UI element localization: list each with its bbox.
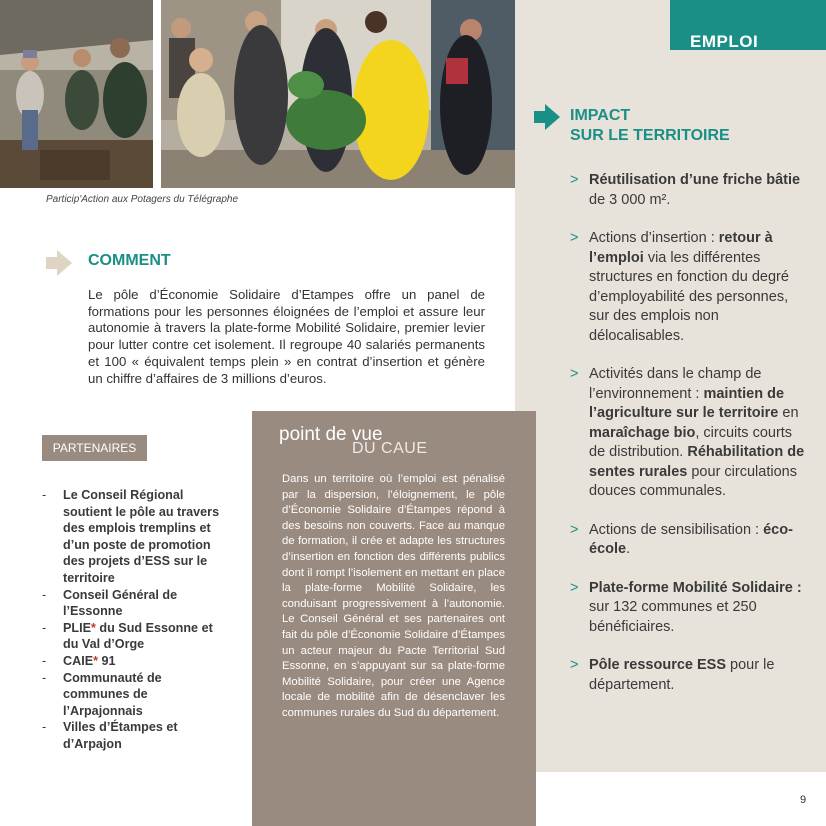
partner-name: PLIE: [63, 620, 91, 635]
teal-arrow-icon: [532, 102, 562, 132]
pov-title-line1: point de vue: [279, 424, 383, 445]
impact-item-bold-text: Réhabilitation de sentes rurales: [589, 444, 805, 480]
dash-bullet: -: [42, 620, 47, 635]
partner-name: Le Conseil Régional soutient le pôle au travers des emplois tremplins et d’un poste de promotion des projets d’ESS sur le territoire: [63, 488, 220, 585]
impact-item-text: sur 132 communes et 250 bénéficiaires.: [589, 599, 757, 635]
chevron-right-icon: >: [570, 172, 579, 188]
impact-item-text: pour le département.: [589, 657, 775, 693]
impact-item-text: pour circulations douces communales.: [589, 463, 797, 499]
impact-item-text: de 3 000 m².: [589, 191, 671, 208]
impact-item-bold-text: Pôle ressource ESS: [589, 657, 727, 673]
pov-body: Dans un territoire où l’emploi est pénalisé par la dispersion, l’éloignement, le pôle d’Économie Solidaire d’Étampes répond à des besoins non couverts. Face au manque de formation, il crée et adapte les structures d’insertion en fonction des différents publics dont il rompt l’isolement en mettant en place la plate-forme Mobilité Solidaire, les conduisant progressivement à l’autonomie. Le Conseil Général et ses partenaires ont fait du pôle d’Économie Solidaire d’Étampes un acteur majeur du Pacte Territorial Sud Essonne, en s’appuyant sur sa plate-forme Mobilité Solidaire, pour créer une Agence locale de mobilité afin de désenclaver les communes rurales du Sud du département.: [282, 473, 505, 719]
partner-name-suffix: du Sud Essonne et du Val d’Orge: [63, 620, 213, 652]
impact-item-bold-text: éco-école: [589, 521, 793, 557]
partner-item: [42, 487, 227, 587]
partner-item: [42, 653, 227, 670]
chevron-right-icon: >: [570, 230, 579, 246]
partner-item: [42, 620, 227, 653]
impact-item-bold-text: Réutilisation d’une friche bâtie: [589, 172, 801, 188]
partner-name: Conseil Général de l’Essonne: [63, 587, 178, 619]
photo-garden: [0, 0, 153, 188]
photo-caption: Particip'Action aux Potagers du Télégraphe: [46, 194, 239, 205]
chevron-right-icon: >: [570, 521, 579, 538]
comment-body: Le pôle d’Économie Solidaire d’Etampes offre un panel de formations pour les personnes éloignées de l’emploi et assure leur autonomie à travers la plate-forme Mobilité Solidaire, premier levier pour lutter contre cet isolement. Il regroupe 40 salariés permanents et 100 « équivalent temps plein » en contrat d’insertion et génère un chiffre d’affaires de 3 millions d’euros.: [88, 287, 485, 386]
impact-title-line1: IMPACT: [570, 107, 631, 124]
partner-item: [42, 587, 227, 620]
asterisk-mark: *: [91, 620, 96, 635]
chevron-right-icon: >: [570, 657, 579, 673]
impact-title: [570, 106, 790, 146]
partner-name-suffix: 91: [98, 653, 116, 668]
partner-name: Communauté de communes de l’Arpajonnais: [63, 670, 162, 718]
impact-item-text: Actions de sensibilisation :: [589, 521, 764, 538]
partner-name: CAIE: [63, 653, 94, 668]
page-number: 9: [800, 794, 807, 806]
impact-item-bold-text: Plate-forme Mobilité Solidaire :: [589, 579, 802, 596]
garden-photo-icon: [0, 0, 153, 188]
chevron-right-icon: >: [570, 579, 579, 596]
impact-item-text: .: [626, 541, 631, 557]
impact-item: [570, 171, 805, 210]
impact-item-text: via les différentes structures en fonction du degré d’employabilité des personnes, sur des emplois non délocalisables.: [589, 249, 789, 344]
asterisk-mark: *: [93, 653, 98, 668]
dash-bullet: -: [42, 720, 47, 735]
dash-bullet: -: [42, 587, 47, 602]
pov-title-line2: DU CAUE: [352, 440, 428, 457]
partner-item: [42, 670, 227, 720]
impact-item-text: en: [778, 405, 799, 421]
dash-bullet: -: [42, 488, 47, 502]
impact-item: [570, 229, 805, 346]
impact-item-text: Activités dans le champ de l’environnement :: [589, 366, 762, 402]
impact-title-line2: SUR LE TERRITOIRE: [570, 127, 730, 144]
impact-item: [570, 579, 805, 638]
dash-bullet: -: [42, 653, 47, 668]
impact-item: [570, 365, 805, 502]
group-vegetables-photo-icon: [161, 0, 515, 188]
chevron-right-icon: >: [570, 366, 579, 382]
section-tab-label: EMPLOI: [690, 32, 759, 50]
impact-item-text: Actions d’insertion :: [589, 230, 719, 246]
partners-list: [42, 487, 227, 753]
impact-list: [570, 171, 805, 714]
dash-bullet: -: [42, 670, 47, 685]
impact-item-bold-text: maraîchage bio: [589, 424, 696, 441]
impact-item-bold-text: maintien de l’agriculture sur le territoire: [589, 385, 785, 421]
impact-item-bold-text: retour à l’emploi: [589, 230, 773, 266]
partner-item: [42, 719, 227, 752]
beige-arrow-icon: [44, 248, 74, 278]
photo-group: [161, 0, 515, 188]
partners-badge: PARTENAIRES: [42, 435, 147, 461]
partner-name: Villes d’Étampes et d’Arpajon: [63, 720, 178, 751]
impact-item: [570, 521, 805, 560]
impact-item: [570, 656, 805, 695]
comment-title: COMMENT: [88, 252, 171, 269]
impact-item-text: , circuits courts de distribution.: [589, 424, 793, 460]
